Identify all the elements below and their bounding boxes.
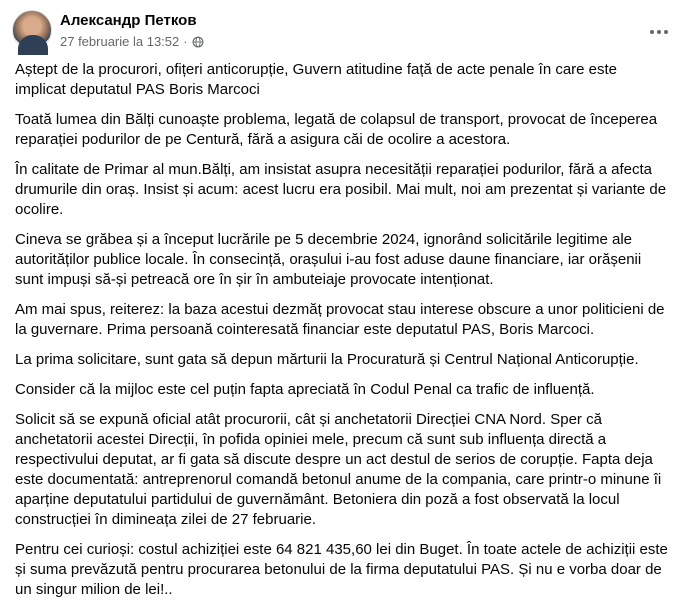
author-avatar[interactable] [12, 10, 52, 50]
post-body [0, 60, 685, 600]
post-paragraph: Cineva se grăbea și a început lucrările pe 5 decembrie 2024, ignorând solicitările legitime ale autorităților publice locale. În consecință, orașului i-au fost aduse daune financiare, iar orășenii sunt impuși să-și petreacă ore în șir în ambuteiaje provocate intenționat. [15, 231, 642, 288]
post-header [0, 0, 685, 60]
author-name[interactable]: Александр Петков [60, 12, 197, 29]
post-meta [60, 34, 204, 49]
more-horizontal-icon [650, 30, 668, 34]
post-paragraph: La prima solicitare, sunt gata să depun mărturii la Procuratură și Centrul Național Anticorupție. [15, 351, 639, 368]
post-paragraph: Toată lumea din Bălți cunoaște problema, legată de colapsul de transport, provocat de începerea reparației podurilor de pe Centură, fără a asigura căi de ocolire a acestora. [15, 111, 658, 148]
post-paragraph: Am mai spus, reiterez: la baza acestui dezmăț provocat stau interese obscure a unor politicieni de la guvernare. Prima persoană cointeresată financiar este deputatul PAS, Boris Marcoci. [15, 301, 665, 338]
post-paragraph: Pentru cei curioși: costul achiziției este 64 821 435,60 lei din Buget. În toate actele de achiziții este și suma prevăzută pentru procurarea betonului de la firma deputatului PAS. Și nu e vorba doar de un singur milion de lei!.. [15, 541, 668, 598]
post-paragraph: Aștept de la procurori, ofițeri anticorupție, Guvern atitudine față de acte penale în care este implicat deputatul PAS Boris Marcoci [15, 61, 618, 98]
avatar-body-shape [18, 35, 48, 55]
post-paragraph: Solicit să se expună oficial atât procurorii, cât și anchetatorii Direcției CNA Nord. Sper că anchetatorii acestei Direcții, în pofida opiniei mele, precum că sunt sub influența directă a respectivului deputat, ar fi gata să discute despre un act destul de serios de corupție. Fapta deja este documentată: antreprenorul comandă betonul anume de la compania, care printr-o minune îi aparține deputatului partidului de guvernământ. Betoniera din poză a fost observată la locul construcției în dimineața zilei de 27 februarie. [15, 411, 662, 528]
post-paragraph: Consider că la mijloc este cel puțin fapta apreciată în Codul Penal ca trafic de influență. [15, 381, 595, 398]
meta-separator: · [183, 34, 188, 49]
avatar-head-shape [25, 17, 41, 35]
post-options-button[interactable] [641, 14, 677, 50]
post-paragraph: În calitate de Primar al mun.Bălți, am insistat asupra necesității reparației podurilor, fără a afecta drumurile din oraș. Insist și acum: acest lucru era posibil. Mai mult, noi am prezentat și variante de ocolire. [15, 161, 667, 218]
post-timestamp[interactable]: 27 februarie la 13:52 [60, 34, 180, 49]
globe-icon[interactable] [192, 36, 204, 48]
